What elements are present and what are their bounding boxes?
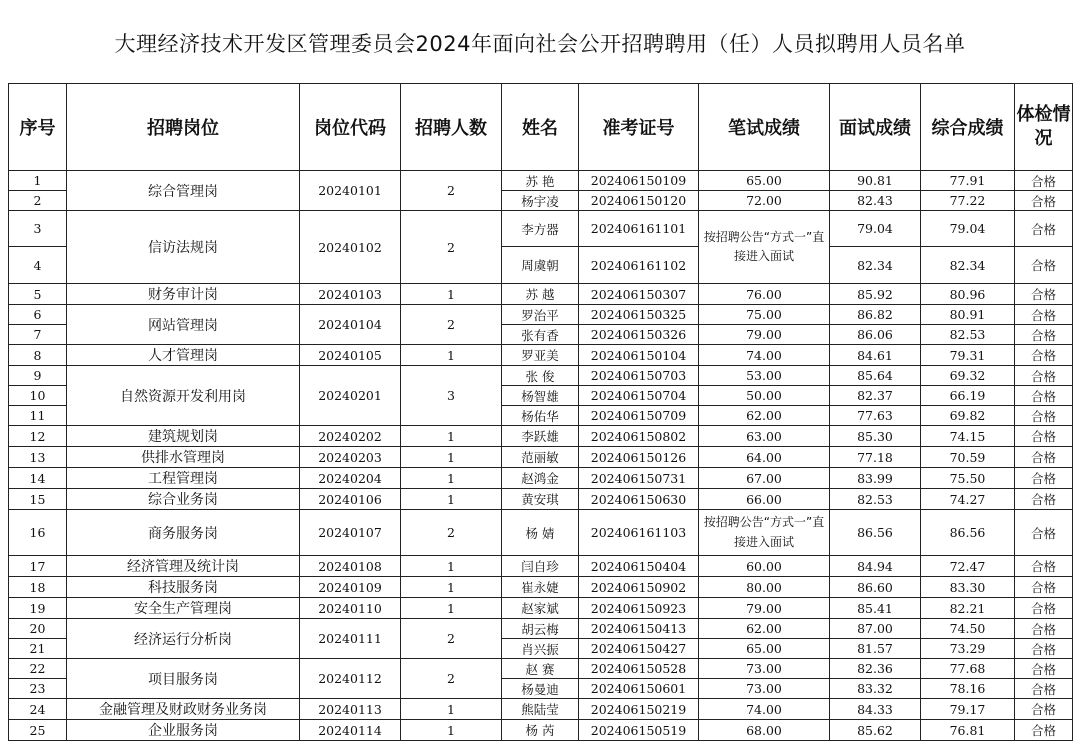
header-interview: 面试成绩	[830, 84, 921, 171]
cell-total: 80.91	[921, 305, 1015, 325]
cell-name: 闫自珍	[502, 556, 579, 577]
cell-exam-no: 202406150404	[579, 556, 699, 577]
cell-physical: 合格	[1015, 325, 1073, 345]
cell-total: 86.56	[921, 510, 1015, 556]
cell-name: 黄安琪	[502, 489, 579, 510]
cell-code: 20240105	[300, 345, 401, 366]
cell-name: 罗治平	[502, 305, 579, 325]
cell-position: 自然资源开发利用岗	[67, 366, 300, 426]
cell-seq: 11	[9, 406, 67, 426]
cell-count: 2	[401, 171, 502, 211]
cell-interview: 86.82	[830, 305, 921, 325]
cell-exam-no: 202406150427	[579, 639, 699, 659]
cell-total: 79.04	[921, 211, 1015, 247]
cell-count: 1	[401, 577, 502, 598]
cell-count: 1	[401, 598, 502, 619]
cell-code: 20240112	[300, 659, 401, 699]
cell-total: 79.31	[921, 345, 1015, 366]
cell-interview: 84.61	[830, 345, 921, 366]
cell-seq: 22	[9, 659, 67, 679]
cell-position: 商务服务岗	[67, 510, 300, 556]
table-row	[9, 366, 1073, 386]
cell-exam-no: 202406150307	[579, 284, 699, 305]
cell-written: 60.00	[699, 556, 830, 577]
cell-physical: 合格	[1015, 598, 1073, 619]
cell-total: 69.82	[921, 406, 1015, 426]
cell-physical: 合格	[1015, 489, 1073, 510]
cell-written: 74.00	[699, 345, 830, 366]
cell-exam-no: 202406150802	[579, 426, 699, 447]
cell-written: 63.00	[699, 426, 830, 447]
cell-written: 75.00	[699, 305, 830, 325]
cell-name: 杨 芮	[502, 720, 579, 741]
header-seq: 序号	[9, 84, 67, 171]
cell-written: 62.00	[699, 406, 830, 426]
cell-exam-no: 202406150731	[579, 468, 699, 489]
cell-exam-no: 202406150630	[579, 489, 699, 510]
cell-physical: 合格	[1015, 699, 1073, 720]
cell-interview: 86.56	[830, 510, 921, 556]
cell-name: 杨佑华	[502, 406, 579, 426]
cell-physical: 合格	[1015, 619, 1073, 639]
cell-position: 供排水管理岗	[67, 447, 300, 468]
cell-exam-no: 202406150109	[579, 171, 699, 191]
cell-seq: 14	[9, 468, 67, 489]
cell-interview: 82.43	[830, 191, 921, 211]
cell-physical: 合格	[1015, 510, 1073, 556]
table-row	[9, 284, 1073, 305]
cell-count: 1	[401, 720, 502, 741]
cell-code: 20240204	[300, 468, 401, 489]
cell-interview: 85.41	[830, 598, 921, 619]
table-row	[9, 305, 1073, 325]
cell-interview: 86.60	[830, 577, 921, 598]
cell-written: 68.00	[699, 720, 830, 741]
cell-total: 74.15	[921, 426, 1015, 447]
cell-name: 周虞朝	[502, 247, 579, 284]
cell-written: 79.00	[699, 325, 830, 345]
cell-physical: 合格	[1015, 284, 1073, 305]
cell-name: 肖兴振	[502, 639, 579, 659]
cell-name: 张有香	[502, 325, 579, 345]
cell-seq: 5	[9, 284, 67, 305]
cell-exam-no: 202406150902	[579, 577, 699, 598]
cell-interview: 85.62	[830, 720, 921, 741]
cell-name: 张 俊	[502, 366, 579, 386]
cell-physical: 合格	[1015, 447, 1073, 468]
table-row	[9, 489, 1073, 510]
cell-interview: 82.53	[830, 489, 921, 510]
header-row	[9, 84, 1073, 171]
cell-code: 20240106	[300, 489, 401, 510]
table-row	[9, 598, 1073, 619]
cell-count: 1	[401, 447, 502, 468]
cell-written: 76.00	[699, 284, 830, 305]
cell-seq: 4	[9, 247, 67, 284]
cell-count: 2	[401, 305, 502, 345]
cell-name: 崔永婕	[502, 577, 579, 598]
cell-written: 64.00	[699, 447, 830, 468]
cell-position: 建筑规划岗	[67, 426, 300, 447]
cell-total: 77.22	[921, 191, 1015, 211]
cell-written: 50.00	[699, 386, 830, 406]
cell-code: 20240114	[300, 720, 401, 741]
cell-total: 82.53	[921, 325, 1015, 345]
cell-seq: 16	[9, 510, 67, 556]
cell-written: 72.00	[699, 191, 830, 211]
cell-position: 工程管理岗	[67, 468, 300, 489]
cell-seq: 24	[9, 699, 67, 720]
cell-interview: 84.94	[830, 556, 921, 577]
cell-code: 20240104	[300, 305, 401, 345]
cell-total: 66.19	[921, 386, 1015, 406]
cell-physical: 合格	[1015, 426, 1073, 447]
cell-seq: 19	[9, 598, 67, 619]
cell-physical: 合格	[1015, 720, 1073, 741]
cell-code: 20240113	[300, 699, 401, 720]
cell-seq: 21	[9, 639, 67, 659]
cell-seq: 25	[9, 720, 67, 741]
cell-physical: 合格	[1015, 679, 1073, 699]
cell-exam-no: 202406161103	[579, 510, 699, 556]
page-title: 大理经济技术开发区管理委员会2024年面向社会公开招聘聘用（任）人员拟聘用人员名单	[114, 32, 966, 56]
header-exam-no: 准考证号	[579, 84, 699, 171]
cell-written: 73.00	[699, 659, 830, 679]
header-physical: 体检情况	[1015, 84, 1073, 171]
cell-interview: 86.06	[830, 325, 921, 345]
cell-code: 20240103	[300, 284, 401, 305]
cell-physical: 合格	[1015, 211, 1073, 247]
cell-total: 80.96	[921, 284, 1015, 305]
cell-interview: 82.37	[830, 386, 921, 406]
cell-written: 73.00	[699, 679, 830, 699]
cell-physical: 合格	[1015, 247, 1073, 284]
cell-exam-no: 202406150413	[579, 619, 699, 639]
cell-code: 20240201	[300, 366, 401, 426]
cell-total: 74.27	[921, 489, 1015, 510]
cell-position: 综合管理岗	[67, 171, 300, 211]
cell-physical: 合格	[1015, 556, 1073, 577]
cell-exam-no: 202406161102	[579, 247, 699, 284]
cell-interview: 83.99	[830, 468, 921, 489]
cell-code: 20240111	[300, 619, 401, 659]
cell-code: 20240109	[300, 577, 401, 598]
cell-exam-no: 202406150601	[579, 679, 699, 699]
cell-written: 53.00	[699, 366, 830, 386]
cell-count: 2	[401, 510, 502, 556]
cell-physical: 合格	[1015, 386, 1073, 406]
cell-total: 76.81	[921, 720, 1015, 741]
cell-total: 82.21	[921, 598, 1015, 619]
cell-code: 20240107	[300, 510, 401, 556]
table-row	[9, 426, 1073, 447]
cell-count: 2	[401, 619, 502, 659]
cell-position: 综合业务岗	[67, 489, 300, 510]
cell-written-note: 按招聘公告“方式一”直接进入面试	[699, 211, 830, 284]
cell-count: 1	[401, 284, 502, 305]
table-row	[9, 720, 1073, 741]
cell-count: 2	[401, 659, 502, 699]
cell-position: 企业服务岗	[67, 720, 300, 741]
table-row	[9, 345, 1073, 366]
candidate-table	[8, 83, 1073, 741]
cell-total: 78.16	[921, 679, 1015, 699]
cell-position: 科技服务岗	[67, 577, 300, 598]
table-row	[9, 211, 1073, 247]
cell-exam-no: 202406150326	[579, 325, 699, 345]
cell-exam-no: 202406150519	[579, 720, 699, 741]
cell-name: 范丽敏	[502, 447, 579, 468]
cell-total: 77.68	[921, 659, 1015, 679]
cell-code: 20240110	[300, 598, 401, 619]
cell-count: 1	[401, 468, 502, 489]
cell-count: 1	[401, 699, 502, 720]
cell-total: 73.29	[921, 639, 1015, 659]
cell-physical: 合格	[1015, 639, 1073, 659]
cell-count: 1	[401, 426, 502, 447]
cell-code: 20240202	[300, 426, 401, 447]
cell-written: 66.00	[699, 489, 830, 510]
cell-total: 74.50	[921, 619, 1015, 639]
cell-exam-no: 202406150325	[579, 305, 699, 325]
cell-total: 72.47	[921, 556, 1015, 577]
table-row	[9, 510, 1073, 556]
cell-written-note: 按招聘公告“方式一”直接进入面试	[699, 510, 830, 556]
cell-physical: 合格	[1015, 366, 1073, 386]
cell-exam-no: 202406161101	[579, 211, 699, 247]
cell-name: 杨曼迪	[502, 679, 579, 699]
cell-name: 杨 婧	[502, 510, 579, 556]
table-row	[9, 659, 1073, 679]
table-row	[9, 171, 1073, 191]
cell-physical: 合格	[1015, 406, 1073, 426]
cell-interview: 85.64	[830, 366, 921, 386]
cell-exam-no: 202406150528	[579, 659, 699, 679]
cell-name: 杨宇凌	[502, 191, 579, 211]
header-code: 岗位代码	[300, 84, 401, 171]
cell-position: 信访法规岗	[67, 211, 300, 284]
cell-exam-no: 202406150703	[579, 366, 699, 386]
header-total: 综合成绩	[921, 84, 1015, 171]
cell-seq: 15	[9, 489, 67, 510]
header-position: 招聘岗位	[67, 84, 300, 171]
table-row	[9, 468, 1073, 489]
header-name: 姓名	[502, 84, 579, 171]
cell-written: 67.00	[699, 468, 830, 489]
cell-interview: 82.34	[830, 247, 921, 284]
table-row	[9, 619, 1073, 639]
cell-position: 网站管理岗	[67, 305, 300, 345]
cell-position: 经济运行分析岗	[67, 619, 300, 659]
cell-interview: 85.30	[830, 426, 921, 447]
cell-seq: 9	[9, 366, 67, 386]
cell-exam-no: 202406150709	[579, 406, 699, 426]
cell-seq: 1	[9, 171, 67, 191]
cell-written: 65.00	[699, 171, 830, 191]
cell-seq: 12	[9, 426, 67, 447]
table-row	[9, 577, 1073, 598]
cell-interview: 81.57	[830, 639, 921, 659]
cell-seq: 8	[9, 345, 67, 366]
cell-name: 苏 艳	[502, 171, 579, 191]
cell-interview: 90.81	[830, 171, 921, 191]
cell-name: 罗亚美	[502, 345, 579, 366]
cell-position: 人才管理岗	[67, 345, 300, 366]
cell-name: 胡云梅	[502, 619, 579, 639]
cell-total: 79.17	[921, 699, 1015, 720]
cell-exam-no: 202406150923	[579, 598, 699, 619]
cell-code: 20240102	[300, 211, 401, 284]
cell-name: 赵鸿金	[502, 468, 579, 489]
cell-interview: 77.63	[830, 406, 921, 426]
cell-name: 苏 越	[502, 284, 579, 305]
cell-name: 熊陆莹	[502, 699, 579, 720]
cell-position: 安全生产管理岗	[67, 598, 300, 619]
cell-code: 20240203	[300, 447, 401, 468]
cell-interview: 77.18	[830, 447, 921, 468]
cell-position: 金融管理及财政财务业务岗	[67, 699, 300, 720]
header-count: 招聘人数	[401, 84, 502, 171]
cell-interview: 87.00	[830, 619, 921, 639]
cell-written: 62.00	[699, 619, 830, 639]
cell-interview: 84.33	[830, 699, 921, 720]
cell-physical: 合格	[1015, 577, 1073, 598]
cell-physical: 合格	[1015, 659, 1073, 679]
cell-interview: 83.32	[830, 679, 921, 699]
cell-total: 77.91	[921, 171, 1015, 191]
cell-physical: 合格	[1015, 191, 1073, 211]
cell-interview: 82.36	[830, 659, 921, 679]
cell-name: 赵 赛	[502, 659, 579, 679]
cell-seq: 17	[9, 556, 67, 577]
cell-exam-no: 202406150104	[579, 345, 699, 366]
cell-seq: 13	[9, 447, 67, 468]
cell-physical: 合格	[1015, 468, 1073, 489]
cell-count: 1	[401, 489, 502, 510]
cell-count: 1	[401, 556, 502, 577]
cell-count: 3	[401, 366, 502, 426]
cell-total: 82.34	[921, 247, 1015, 284]
cell-seq: 2	[9, 191, 67, 211]
cell-seq: 6	[9, 305, 67, 325]
cell-name: 李跃雄	[502, 426, 579, 447]
cell-seq: 20	[9, 619, 67, 639]
cell-seq: 3	[9, 211, 67, 247]
cell-count: 2	[401, 211, 502, 284]
cell-seq: 10	[9, 386, 67, 406]
table-row	[9, 447, 1073, 468]
cell-interview: 85.92	[830, 284, 921, 305]
cell-seq: 18	[9, 577, 67, 598]
cell-total: 83.30	[921, 577, 1015, 598]
cell-physical: 合格	[1015, 345, 1073, 366]
cell-written: 65.00	[699, 639, 830, 659]
cell-exam-no: 202406150126	[579, 447, 699, 468]
cell-seq: 7	[9, 325, 67, 345]
cell-position: 项目服务岗	[67, 659, 300, 699]
cell-count: 1	[401, 345, 502, 366]
table-row	[9, 556, 1073, 577]
cell-exam-no: 202406150120	[579, 191, 699, 211]
cell-position: 财务审计岗	[67, 284, 300, 305]
cell-total: 70.59	[921, 447, 1015, 468]
cell-written: 80.00	[699, 577, 830, 598]
cell-seq: 23	[9, 679, 67, 699]
header-written: 笔试成绩	[699, 84, 830, 171]
cell-name: 李方器	[502, 211, 579, 247]
cell-total: 69.32	[921, 366, 1015, 386]
cell-interview: 79.04	[830, 211, 921, 247]
cell-exam-no: 202406150704	[579, 386, 699, 406]
cell-physical: 合格	[1015, 171, 1073, 191]
cell-name: 杨智雄	[502, 386, 579, 406]
cell-written: 74.00	[699, 699, 830, 720]
cell-code: 20240108	[300, 556, 401, 577]
cell-position: 经济管理及统计岗	[67, 556, 300, 577]
cell-code: 20240101	[300, 171, 401, 211]
cell-name: 赵家斌	[502, 598, 579, 619]
cell-total: 75.50	[921, 468, 1015, 489]
cell-physical: 合格	[1015, 305, 1073, 325]
cell-written: 79.00	[699, 598, 830, 619]
table-row	[9, 699, 1073, 720]
cell-exam-no: 202406150219	[579, 699, 699, 720]
